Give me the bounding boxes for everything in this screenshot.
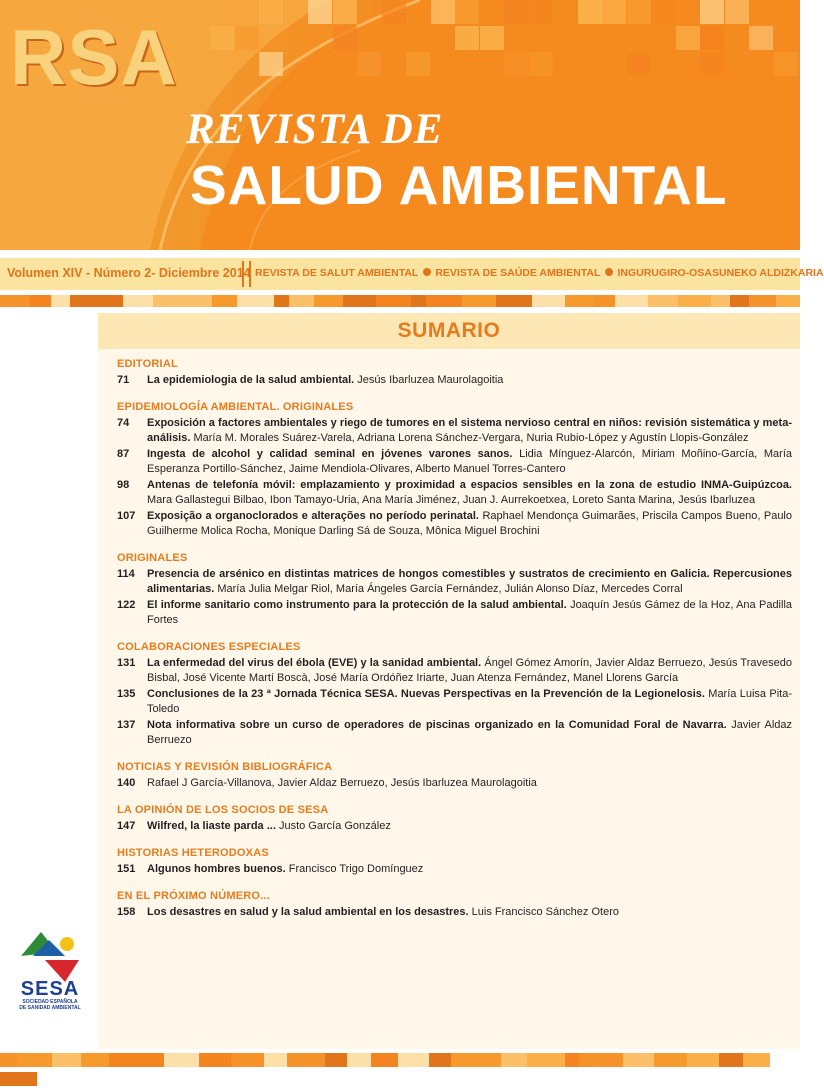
page-number: 87 — [117, 448, 130, 460]
toc-entry[interactable] — [117, 776, 792, 791]
sesa-logo-text — [17, 979, 83, 1011]
header-tile — [308, 0, 332, 24]
strip-segment — [579, 1053, 597, 1067]
header-tile — [504, 52, 528, 76]
article-authors: María Julia Melgar Riol, María Ángeles García Fernández, Julián Alonso Díaz, Mercedes Corral — [217, 583, 683, 595]
strip-segment — [501, 1053, 527, 1067]
toc-entry[interactable] — [117, 509, 792, 539]
header-tile — [627, 52, 651, 76]
strip-segment — [565, 1053, 579, 1067]
header-tile — [774, 52, 798, 76]
header-tile — [382, 0, 406, 24]
header-tile — [725, 0, 749, 24]
table-of-contents — [117, 357, 792, 921]
header-tile — [357, 52, 381, 76]
header-tile — [235, 26, 259, 50]
decorative-strip-bottom — [0, 1053, 800, 1067]
strip-segment — [594, 295, 615, 307]
cover-header — [0, 0, 800, 250]
bullet-dot-icon — [605, 268, 613, 276]
strip-segment — [287, 1053, 325, 1067]
article-authors: Justo García González — [278, 820, 391, 832]
header-tile — [627, 0, 651, 24]
toc-section — [117, 760, 792, 791]
header-tile — [259, 52, 283, 76]
alternate-titles — [255, 267, 824, 279]
strip-segment — [257, 295, 274, 307]
header-tile — [578, 0, 602, 24]
toc-entry[interactable] — [117, 373, 792, 388]
strip-segment — [52, 1053, 81, 1067]
alt-title-catalan: REVISTA DE SALUT AMBIENTAL — [255, 267, 419, 279]
article-authors: Lidia Mínguez-Alarcón, Miriam Moñino-García, María Esperanza Portillo-Sánchez, Jaime Mendiola-Olivares, Alberto Manuel Torres-Cantero — [147, 448, 792, 475]
header-tile — [700, 52, 724, 76]
issue-info-band — [0, 258, 824, 290]
article-title: Nota informativa sobre un curso de operadores de piscinas organizado en la Comunidad Foral de Navarra. — [147, 719, 727, 731]
strip-segment — [743, 1053, 770, 1067]
article-authors: María Luisa Pita-Toledo — [147, 688, 792, 715]
page-number: 122 — [117, 599, 136, 611]
strip-segment — [199, 1053, 231, 1067]
page-number: 114 — [117, 568, 135, 580]
strip-segment — [597, 1053, 623, 1067]
section-heading: EN EL PRÓXIMO NÚMERO... — [117, 890, 270, 902]
page-number: 107 — [117, 510, 136, 522]
page-number: 131 — [117, 657, 136, 669]
header-tile — [504, 0, 528, 24]
section-heading: EPIDEMIOLOGÍA AMBIENTAL. ORIGINALES — [117, 401, 354, 413]
sumario-title: SUMARIO — [397, 319, 501, 342]
strip-segment — [264, 1053, 287, 1067]
toc-entry[interactable] — [117, 416, 792, 446]
sesa-subtitle-1: SOCIEDAD ESPAÑOLA — [22, 999, 78, 1005]
page-number: 98 — [117, 479, 130, 491]
strip-segment — [109, 1053, 134, 1067]
toc-section — [117, 803, 792, 834]
page-number: 71 — [117, 374, 130, 386]
article-title: Exposição a organoclorados e alterações no período perinatal. — [147, 510, 479, 522]
toc-entry[interactable] — [117, 905, 792, 920]
strip-segment — [496, 295, 532, 307]
header-tile — [749, 26, 773, 50]
strip-segment — [776, 295, 800, 307]
strip-segment — [484, 1053, 501, 1067]
strip-segment — [231, 1053, 264, 1067]
page-number: 140 — [117, 777, 136, 789]
article-title: Conclusiones de la 23 ª Jornada Técnica SESA. Nuevas Perspectivas en la Prevención de la Legionelosis. — [147, 688, 705, 700]
strip-segment — [648, 295, 678, 307]
article-authors: Rafael J García-Villanova, Javier Aldaz Berruezo, Jesús Ibarluzea Maurolagoitia — [147, 777, 537, 789]
strip-segment — [123, 295, 153, 307]
header-tile — [651, 0, 675, 24]
header-tile — [333, 0, 357, 24]
header-tile — [529, 52, 553, 76]
page-number: 135 — [117, 688, 136, 700]
header-tile — [210, 26, 234, 50]
article-authors: Francisco Trigo Domínguez — [288, 863, 424, 875]
toc-section — [117, 357, 792, 388]
header-tile — [602, 0, 626, 24]
strip-segment — [532, 295, 565, 307]
toc-section — [117, 640, 792, 748]
strip-segment — [289, 295, 314, 307]
strip-segment — [451, 1053, 484, 1067]
article-title: Los desastres en salud y la salud ambiental en los desastres. — [147, 906, 469, 918]
article-title: El informe sanitario como instrumento para la protección de la salud ambiental. — [147, 599, 567, 611]
toc-entry[interactable] — [117, 819, 792, 834]
strip-segment — [343, 295, 376, 307]
strip-segment — [398, 1053, 429, 1067]
header-tile — [259, 0, 283, 24]
strip-segment — [678, 295, 711, 307]
article-title: Ingesta de alcohol y calidad seminal en jóvenes varones sanos. — [147, 448, 513, 460]
strip-segment — [0, 295, 30, 307]
section-heading: NOTICIAS Y REVISIÓN BIBLIOGRÁFICA — [117, 761, 333, 773]
section-heading: HISTORIAS HETERODOXAS — [117, 847, 269, 859]
strip-segment — [30, 295, 51, 307]
strip-segment — [81, 1053, 109, 1067]
article-title: Presencia de arsénico en distintas matrices de hongos comestibles y sustratos de crecimiento en Galicia. Repercusiones alimentarias. — [147, 568, 792, 595]
page-number: 74 — [117, 417, 130, 429]
article-authors: Luis Francisco Sánchez Otero — [471, 906, 619, 918]
strip-segment — [0, 1072, 37, 1086]
strip-segment — [212, 295, 237, 307]
strip-segment — [711, 295, 730, 307]
header-tile — [529, 0, 553, 24]
article-title: Wilfred, la liaste parda ... — [147, 820, 276, 832]
toc-entry[interactable] — [117, 687, 792, 717]
page-number: 147 — [117, 820, 136, 832]
strip-segment — [17, 1053, 52, 1067]
strip-segment — [426, 295, 462, 307]
strip-segment — [429, 1053, 451, 1067]
strip-segment — [134, 1053, 164, 1067]
article-authors: Raphael Mendonça Guimarães, Priscila Campos Bueno, Paulo Guilherme Molica Rocha, Monique Darling Sá de Souza, Mônica Miguel Brochini — [147, 510, 792, 537]
header-tile — [480, 26, 504, 50]
article-authors: Ángel Gómez Amorín, Javier Aldaz Berruezo, Jesús Travesedo Bisbal, José Vicente Martí Boscà, José María Ordóñez Iriarte, Juan Atenza Fernández, Manel Llorens García — [147, 657, 792, 684]
toc-entry[interactable] — [117, 598, 792, 628]
article-title: Exposición a factores ambientales y riego de tumores en el sistema nervioso central en niños: revisión sistemática y meta-análisis. — [147, 417, 792, 444]
strip-segment — [0, 1053, 17, 1067]
toc-entry[interactable] — [117, 478, 792, 508]
strip-segment — [411, 295, 426, 307]
page-number: 151 — [117, 863, 136, 875]
article-title: La enfermedad del virus del ébola (EVE) y la sanidad ambiental. — [147, 657, 482, 669]
sumario-header — [98, 313, 800, 349]
toc-entry[interactable] — [117, 567, 792, 597]
article-authors: Jesús Ibarluzea Maurolagoitia — [357, 374, 504, 386]
alt-title-galician: REVISTA DE SAÚDE AMBIENTAL — [435, 267, 601, 279]
strip-segment — [371, 1053, 398, 1067]
strip-segment — [719, 1053, 743, 1067]
toc-entry[interactable] — [117, 656, 792, 686]
article-authors: Javier Aldaz Berruezo — [147, 719, 793, 746]
issue-volume: Volumen XIV - Número 2- Diciembre 2014 — [7, 266, 251, 280]
strip-segment — [237, 295, 257, 307]
header-tile — [700, 26, 724, 50]
section-heading: COLABORACIONES ESPECIALES — [117, 641, 301, 653]
toc-entry[interactable] — [117, 447, 792, 477]
journal-title-line2: SALUD AMBIENTAL — [190, 154, 728, 216]
strip-segment — [623, 1053, 654, 1067]
header-tile — [700, 0, 724, 24]
rsa-logo-letters: RSA — [10, 13, 178, 101]
toc-section — [117, 889, 792, 920]
toc-entry[interactable] — [117, 862, 792, 877]
header-tile — [333, 26, 357, 50]
alt-title-basque: INGURUGIRO-OSASUNEKO ALDIZKARIA — [617, 267, 824, 279]
article-authors: Joaquín Jesús Gámez de la Hoz, Ana Padilla Fortes — [147, 599, 793, 626]
strip-segment — [730, 295, 749, 307]
header-tile — [431, 0, 455, 24]
section-heading: ORIGINALES — [117, 552, 188, 564]
strip-segment — [164, 1053, 199, 1067]
toc-section — [117, 551, 792, 628]
strip-segment — [462, 295, 496, 307]
article-authors: Mara Gallastegui Bilbao, Ibon Tamayo-Uria, Ana María Jiménez, Juan J. Aurrekoetxea, Loreto Santa Marina, Jesús Ibarluzea — [147, 494, 756, 506]
sesa-name: SESA — [20, 978, 80, 1000]
article-authors: María M. Morales Suárez-Varela, Adriana Lorena Sánchez-Vergara, Nuria Rubio-López y Agustín Llopis-González — [193, 432, 749, 444]
strip-segment — [376, 295, 411, 307]
article-title: Antenas de telefonía móvil: emplazamiento y proximidad a espacios sensibles en la zona de estudio INMA-Guipúzcoa. — [147, 479, 792, 491]
strip-segment — [615, 295, 648, 307]
journal-title-line1: REVISTA DE — [186, 106, 444, 153]
toc-section — [117, 400, 792, 539]
strip-segment — [527, 1053, 565, 1067]
strip-segment — [314, 295, 343, 307]
header-tile — [455, 26, 479, 50]
toc-section — [117, 846, 792, 877]
header-tile — [406, 52, 430, 76]
strip-segment — [687, 1053, 719, 1067]
band-divider — [242, 261, 251, 287]
strip-segment — [654, 1053, 687, 1067]
strip-segment — [749, 295, 776, 307]
page-number: 137 — [117, 719, 136, 731]
article-title: La epidemiologia de la salud ambiental. — [147, 374, 355, 386]
page-number: 158 — [117, 906, 136, 918]
strip-segment — [274, 295, 289, 307]
strip-segment — [89, 295, 123, 307]
strip-segment — [70, 295, 89, 307]
section-heading: LA OPINIÓN DE LOS SOCIOS DE SESA — [117, 804, 329, 816]
strip-segment — [325, 1053, 347, 1067]
header-tile — [455, 0, 479, 24]
header-tile-pattern — [210, 0, 800, 90]
strip-segment — [153, 295, 191, 307]
strip-segment — [51, 295, 70, 307]
strip-segment — [347, 1053, 371, 1067]
section-heading: EDITORIAL — [117, 358, 178, 370]
strip-segment — [191, 295, 212, 307]
bullet-dot-icon — [423, 268, 431, 276]
strip-segment — [565, 295, 594, 307]
sesa-subtitle-2: DE SANIDAD AMBIENTAL — [19, 1005, 81, 1011]
header-tile — [676, 26, 700, 50]
article-title: Algunos hombres buenos. — [147, 863, 286, 875]
decorative-strip-top — [0, 294, 800, 306]
toc-entry[interactable] — [117, 718, 792, 748]
